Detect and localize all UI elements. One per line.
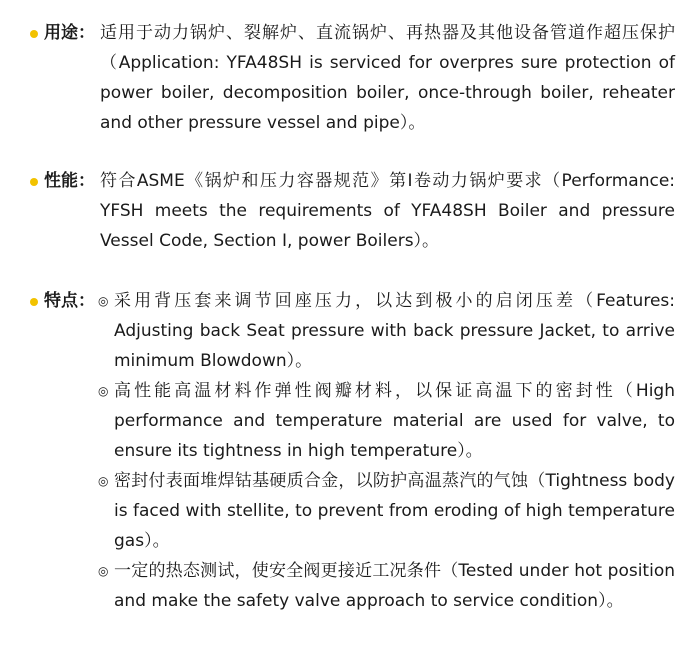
yellow-dot-icon — [30, 178, 38, 186]
feature-text: 采用背压套来调节回座压力，以达到极小的启闭压差（Features: Adjusting back Seat pressure with back pressure Jacket, to arrive minimum Blowdown）。 — [114, 291, 675, 371]
double-circle-icon: ◎ — [98, 474, 109, 488]
usage-label: 用途： — [44, 23, 95, 43]
features-heading — [30, 286, 95, 316]
feature-text: 一定的热态测试，使安全阀更接近工况条件（Tested under hot position and make the safety valve approach to service condition）。 — [114, 561, 675, 611]
feature-text: 高性能高温材料作弹性阀瓣材料，以保证高温下的密封性（High performance and temperature material are used for valve, to ensure its tightness in high temperature）。 — [114, 381, 675, 461]
feature-item — [98, 376, 675, 466]
double-circle-icon: ◎ — [98, 564, 109, 578]
usage-heading — [30, 18, 95, 48]
usage-text: 适用于动力锅炉、裂解炉、直流锅炉、再热器及其他设备管道作超压保护（Application: YFA48SH is serviced for overpres sure protection of power boiler, decomposition boiler, once-through boiler, reheater and other pressure vessel and pipe）。 — [100, 23, 675, 133]
feature-item — [98, 556, 675, 616]
yellow-dot-icon — [30, 30, 38, 38]
feature-item — [98, 466, 675, 556]
performance-heading — [30, 166, 95, 196]
yellow-dot-icon — [30, 298, 38, 306]
double-circle-icon: ◎ — [98, 294, 109, 308]
performance-section — [30, 166, 675, 256]
features-list — [98, 286, 675, 616]
performance-text: 符合ASME《锅炉和压力容器规范》第Ⅰ卷动力锅炉要求（Performance: YFSH meets the requirements of YFA48SH Boiler and pressure Vessel Code, Section Ⅰ, power Boilers）。 — [100, 171, 675, 251]
feature-text: 密封付表面堆焊钴基硬质合金，以防护高温蒸汽的气蚀（Tightness body is faced with stellite, to prevent from eroding of high temperature gas）。 — [114, 471, 675, 551]
feature-item — [98, 286, 675, 376]
features-label: 特点： — [44, 291, 95, 311]
performance-label: 性能： — [44, 171, 95, 191]
usage-section — [30, 18, 675, 138]
double-circle-icon: ◎ — [98, 384, 109, 398]
features-section — [30, 286, 675, 616]
